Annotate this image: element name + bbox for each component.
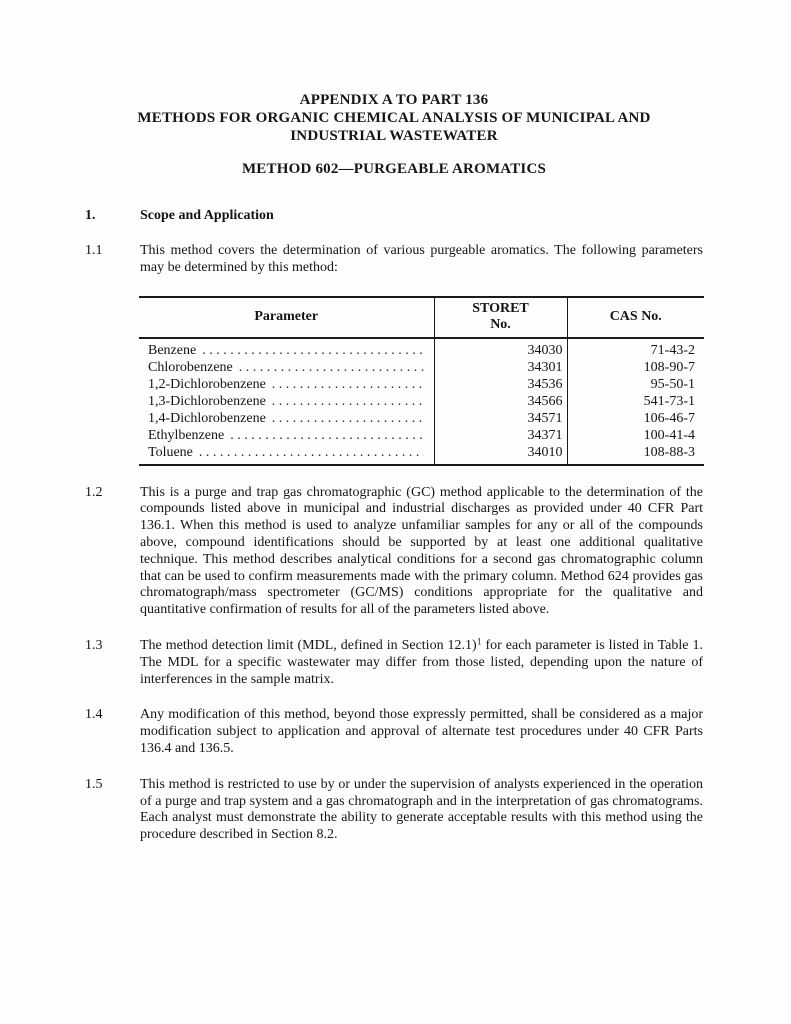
table-row bbox=[139, 359, 704, 376]
table-row bbox=[139, 338, 704, 359]
paragraph-number: 1.2 bbox=[85, 484, 103, 500]
paragraph-text: Any modification of this method, beyond those expressly permitted, shall be considered as a major modification subject to application and approval of alternate test procedures under 40 CFR Parts 136.4 and 136.5. bbox=[140, 707, 703, 756]
footnote-ref: 1 bbox=[476, 637, 482, 648]
parameter-name: Benzene bbox=[148, 342, 197, 358]
dot-leader bbox=[202, 342, 423, 359]
storet-value: 34030 bbox=[434, 338, 567, 359]
dot-leader bbox=[272, 393, 424, 410]
storet-value: 34566 bbox=[434, 393, 567, 410]
table-row bbox=[139, 410, 704, 427]
section-heading bbox=[85, 208, 703, 224]
section-title: Scope and Application bbox=[140, 208, 274, 223]
appendix-title-line-3: INDUSTRIAL WASTEWATER bbox=[290, 128, 498, 144]
table-header-row bbox=[139, 297, 704, 338]
dot-leader bbox=[199, 444, 424, 461]
paragraph-number: 1.3 bbox=[85, 637, 103, 653]
cas-value: 71-43-2 bbox=[650, 342, 695, 358]
cas-value: 541-73-1 bbox=[643, 393, 695, 409]
paragraph-text-after-footnote: for each parameter is listed in Table 1. The MDL for a specific wastewater may differ from those listed, depending upon the nature of interferences in the sample matrix. bbox=[140, 637, 703, 687]
cas-value: 108-88-3 bbox=[643, 444, 695, 460]
paragraph-number: 1.5 bbox=[85, 776, 103, 792]
cas-value: 106-46-7 bbox=[643, 410, 695, 426]
paragraph-text-before-footnote: The method detection limit (MDL, defined in Section 12.1) bbox=[140, 637, 477, 653]
paragraph-number: 1.4 bbox=[85, 707, 103, 723]
cas-value: 100-41-4 bbox=[643, 427, 695, 443]
table-row bbox=[139, 444, 704, 465]
parameter-name: 1,3-Dichlorobenzene bbox=[148, 393, 266, 409]
paragraph-text: This is a purge and trap gas chromatographic (GC) method applicable to the determination of the compounds listed above in municipal and industrial discharges as provided under 40 CFR Part 136.1. When this method is used to analyze unfamiliar samples for any or all of the compounds above, compound identifications should be supported by at least one additional qualitative technique. This method describes analytical conditions for a second gas chromatographic column that can be used to confirm measurements made with the primary column. Method 624 provides gas chromatograph/mass spectrometer (GC/MS) conditions appropriate for the qualitative and quantitative confirmation of results for all of the parameters listed above. bbox=[140, 484, 703, 618]
paragraph-text: This method covers the determination of various purgeable aromatics. The following parameters may be determined by this method: bbox=[140, 243, 703, 275]
paragraph-text: This method is restricted to use by or under the supervision of analysts experienced in the operation of a purge and trap system and a gas chromatograph and in the interpretation of gas chromatograms. Each analyst must demonstrate the ability to generate acceptable results with this method using the procedure described in Section 8.2. bbox=[140, 776, 703, 843]
paragraph-number: 1.1 bbox=[85, 243, 103, 258]
parameter-name: Chlorobenzene bbox=[148, 359, 233, 375]
table-row bbox=[139, 427, 704, 444]
storet-value: 34301 bbox=[434, 359, 567, 376]
paragraph-1-3 bbox=[85, 638, 703, 688]
method-title: METHOD 602—PURGEABLE AROMATICS bbox=[241, 161, 547, 177]
parameter-name: Toluene bbox=[148, 444, 193, 460]
dot-leader bbox=[272, 410, 424, 427]
paragraph-1-4 bbox=[85, 707, 703, 757]
paragraph-text bbox=[140, 638, 703, 688]
parameter-name: 1,4-Dichlorobenzene bbox=[148, 410, 266, 426]
parameter-name: Ethylbenzene bbox=[148, 427, 225, 443]
column-header-cas: CAS No. bbox=[567, 297, 704, 338]
column-header-parameter: Parameter bbox=[139, 297, 434, 338]
section-number: 1. bbox=[85, 208, 96, 223]
parameters-table bbox=[139, 296, 704, 466]
storet-value: 34536 bbox=[434, 376, 567, 393]
parameter-name: 1,2-Dichlorobenzene bbox=[148, 376, 266, 392]
table-row bbox=[139, 393, 704, 410]
table-row bbox=[139, 376, 704, 393]
dot-leader bbox=[272, 376, 424, 393]
dot-leader bbox=[230, 427, 423, 444]
cas-value: 95-50-1 bbox=[650, 376, 695, 392]
paragraph-1-1 bbox=[85, 243, 703, 277]
appendix-title bbox=[85, 91, 703, 145]
appendix-title-line-1: APPENDIX A TO PART 136 bbox=[299, 92, 489, 108]
column-header-storet: STORET No. bbox=[434, 297, 567, 338]
appendix-title-line-2: METHODS FOR ORGANIC CHEMICAL ANALYSIS OF MUNICIPAL AND bbox=[137, 110, 651, 126]
cas-value: 108-90-7 bbox=[643, 359, 695, 375]
storet-value: 34010 bbox=[434, 444, 567, 465]
dot-leader bbox=[239, 359, 424, 376]
storet-value: 34571 bbox=[434, 410, 567, 427]
paragraph-1-5 bbox=[85, 777, 703, 844]
paragraph-1-2 bbox=[85, 485, 703, 619]
storet-value: 34371 bbox=[434, 427, 567, 444]
